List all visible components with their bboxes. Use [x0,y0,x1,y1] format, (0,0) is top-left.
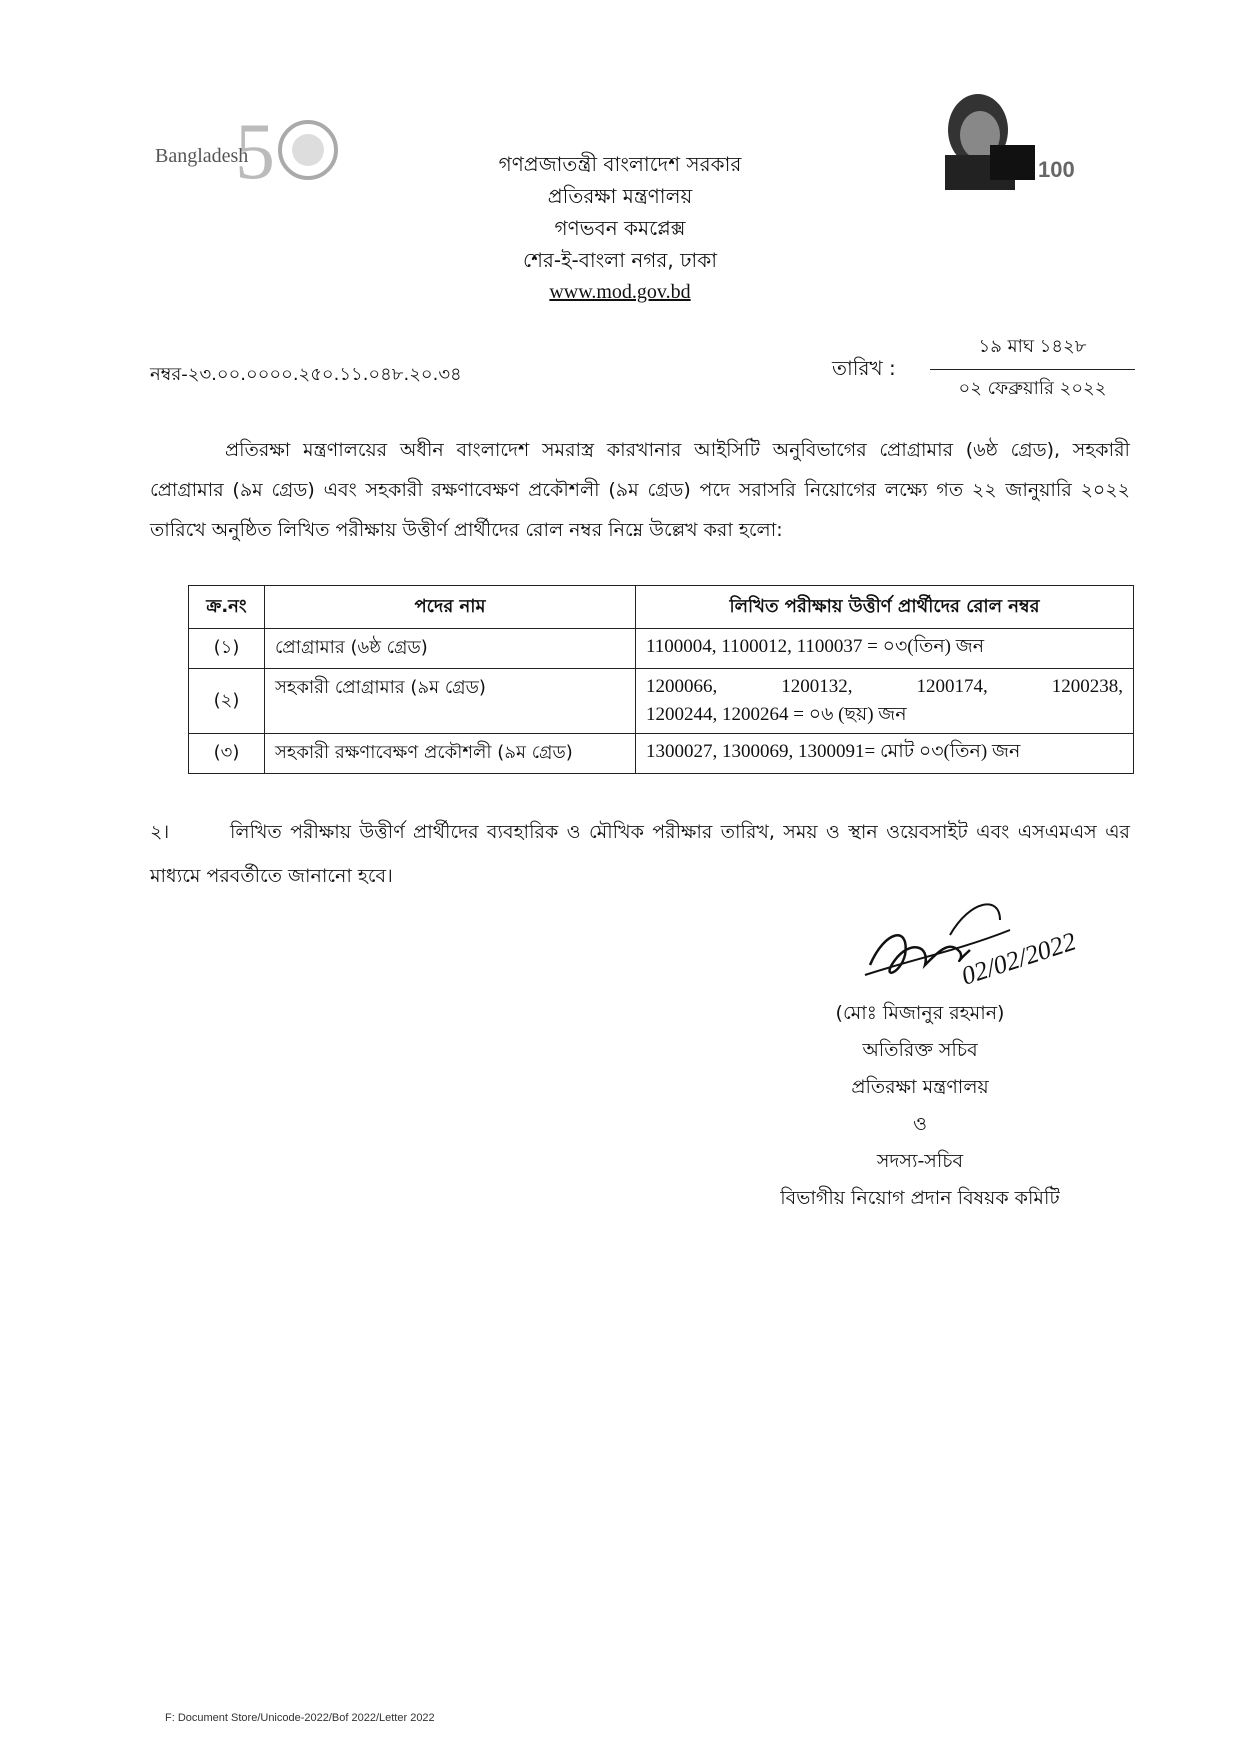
date-english: ০২ ফেব্রুয়ারি ২০২২ [958,378,1107,399]
date-bangla: ১৯ মাঘ ১৪২৮ [978,336,1087,357]
header-serial: ক্র.নং [189,586,265,629]
signatory-name: (মোঃ মিজানুর রহমান) [835,1002,1005,1024]
roll-line-2: 1200244, 1200264 = ০৬ (ছয়) জন [646,704,907,725]
signatory-title: অতিরিক্ত সচিব [862,1039,978,1061]
date-divider [930,369,1135,370]
golden-jubilee-logo [125,100,335,210]
svg-text:100: 100 [1038,157,1075,182]
complex-name: গণভবন কমপ্লেক্স [554,216,686,240]
results-table [188,585,1134,774]
post-cell: প্রোগ্রামার (৬ষ্ঠ গ্রেড) [265,629,636,669]
letterhead [420,148,820,308]
header-rolls: লিখিত পরীক্ষায় উত্তীর্ণ প্রার্থীদের রোল নম্বর [636,586,1134,629]
roll-cell: 1300027, 1300069, 1300091= মোট ০৩(তিন) জন [636,734,1134,774]
roll-number: 1200066, [646,676,718,697]
date-block [930,332,1135,405]
table-row [189,629,1134,669]
post-cell: সহকারী রক্ষণাবেক্ষণ প্রকৌশলী (৯ম গ্রেড) [265,734,636,774]
file-path-footer: F: Document Store/Unicode-2022/Bof 2022/Letter 2022 [165,1712,435,1724]
roll-number: 1200132, [781,676,853,697]
table-header-row [189,586,1134,629]
signatory-block [700,995,1140,1217]
signature-icon [850,890,1090,1000]
paragraph-2 [150,810,1130,898]
post-cell: সহকারী প্রোগ্রামার (৯ম গ্রেড) [265,669,636,734]
roll-cell [636,669,1134,734]
signatory-conj: ও [913,1113,927,1135]
roll-number: 1200238, [1051,676,1123,697]
website-link[interactable]: www.mod.gov.bd [549,281,691,303]
serial-cell: (১) [189,629,265,669]
memo-number: নম্বর-২৩.০০.০০০০.২৫০.১১.০৪৮.২০.৩৪ [150,364,462,385]
address: শের-ই-বাংলা নগর, ঢাকা [522,248,718,272]
signatory-role: সদস্য-সচিব [876,1150,964,1172]
portrait-emblem-icon [920,85,1080,195]
government-name: গণপ্রজাতন্ত্রী বাংলাদেশ সরকার [498,152,742,176]
serial-cell: (৩) [189,734,265,774]
table-row [189,734,1134,774]
svg-text:5: 5 [235,108,275,196]
roll-cell: 1100004, 1100012, 1100037 = ০৩(তিন) জন [636,629,1134,669]
handwritten-signature [850,890,1090,1004]
bangladesh-wordmark: Bangladesh [155,145,249,167]
table-row [189,669,1134,734]
paragraph-1: প্রতিরক্ষা মন্ত্রণালয়ের অধীন বাংলাদেশ সমরাস্ত্র কারখানার আইসিটি অনুবিভাগের প্রোগ্রামার (৬ষ্ঠ গ্রেড), সহকারী প্রোগ্রামার (৯ম গ্রেড) এবং সহকারী রক্ষণাবেক্ষণ প্রকৌশলী (৯ম গ্রেড) পদে সরাসরি নিয়োগের লক্ষ্যে গত ২২ জানুয়ারি ২০২২ তারিখে অনুষ্ঠিত লিখিত পরীক্ষায় উত্তীর্ণ প্রার্থীদের রোল নম্বর নিম্নে উল্লেখ করা হলো: [150,439,1130,541]
mujib-borsho-logo [920,85,1080,195]
roll-line-1 [646,673,1123,701]
signatory-committee: বিভাগীয় নিয়োগ প্রদান বিষয়ক কমিটি [780,1187,1060,1209]
paragraph-2-number: ২। [150,821,170,843]
signature-date: 02/02/2022 [957,926,1080,991]
serial-cell: (২) [189,669,265,734]
roll-number: 1200174, [916,676,988,697]
signatory-ministry: প্রতিরক্ষা মন্ত্রণালয় [851,1076,989,1098]
date-label: তারিখ : [832,356,896,380]
ministry-name: প্রতিরক্ষা মন্ত্রণালয় [547,184,693,208]
header-post: পদের নাম [265,586,636,629]
paragraph-2-text: লিখিত পরীক্ষায় উত্তীর্ণ প্রার্থীদের ব্যবহারিক ও মৌখিক পরীক্ষার তারিখ, সময় ও স্থান ওয়েবসাইট এবং এসএমএস এর মাধ্যমে পরবর্তীতে জানানো হবে। [150,821,1130,887]
